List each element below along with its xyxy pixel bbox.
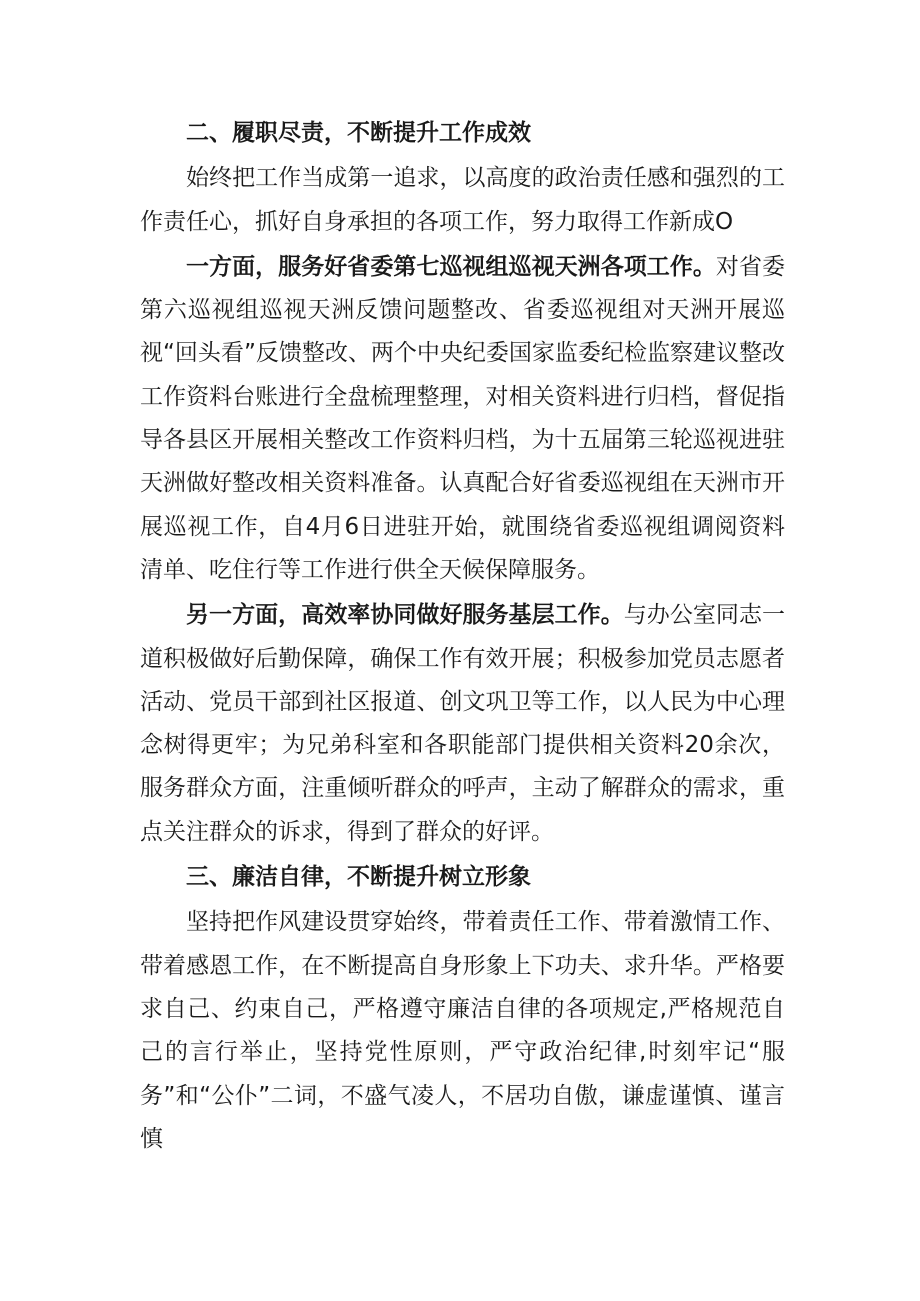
section-2-paragraph-2 [140,594,785,854]
paragraph-2-lead: 另一方面，高效率协同做好服务基层工作。 [186,602,624,629]
paragraph-1-body: 对省委第六巡视组巡视天洲反馈问题整改、省委巡视组对天洲开展巡视“回头看”反馈整改、两个中央纪委国家监委纪检监察建议整改工作资料台账进行全盘梳理整理，对相关资料进行归档，督促指导各县区开展相关整改工作资料归档，为十五届第三轮巡视进驻天洲做好整改相关资料准备。认真配合好省委巡视组在天洲市开展巡视工作，自4月6日进驻开始，就围绕省委巡视组调阅资料清单、吃住行等工作进行供全天候保障服务。 [140,253,786,583]
section-heading-3: 三、廉洁自律，不断提升树立形象 [186,864,531,891]
section-3-paragraph-1: 坚持把作风建设贯穿始终，带着责任工作、带着激情工作、带着感恩工作，在不断提高自身形象上下功夫、求升华。严格要求自己、约束自己，严格遵守廉洁自律的各项规定,严格规范自己的言行举止，坚持党性原则，严守政治纪律,时刻牢记“服务”和“公仆”二词，不盛气凌人，不居功自傲，谦虚谨慎、谨言慎 [140,909,785,1152]
section-2-intro: 始终把工作当成第一追求，以高度的政治责任感和强烈的工作责任心，抓好自身承担的各项工作，努力取得工作新成O [140,165,785,235]
section-2-paragraph-1 [140,246,785,592]
section-heading-2: 二、履职尽责，不断提升工作成效 [186,120,531,146]
paragraph-2-body: 与办公室同志一道积极做好后勤保障，确保工作有效开展；积极参加党员志愿者活动、党员干部到社区报道、创文巩卫等工作，以人民为中心理念树得更牢；为兄弟科室和各职能部门提供相关资料20余次，服务群众方面，注重倾听群众的呼声，主动了解群众的需求，重点关注群众的诉求，得到了群众的好评。 [140,602,786,845]
document-body [140,112,785,1161]
paragraph-1-lead: 一方面，服务好省委第七巡视组巡视天洲各项工作。 [186,253,716,280]
